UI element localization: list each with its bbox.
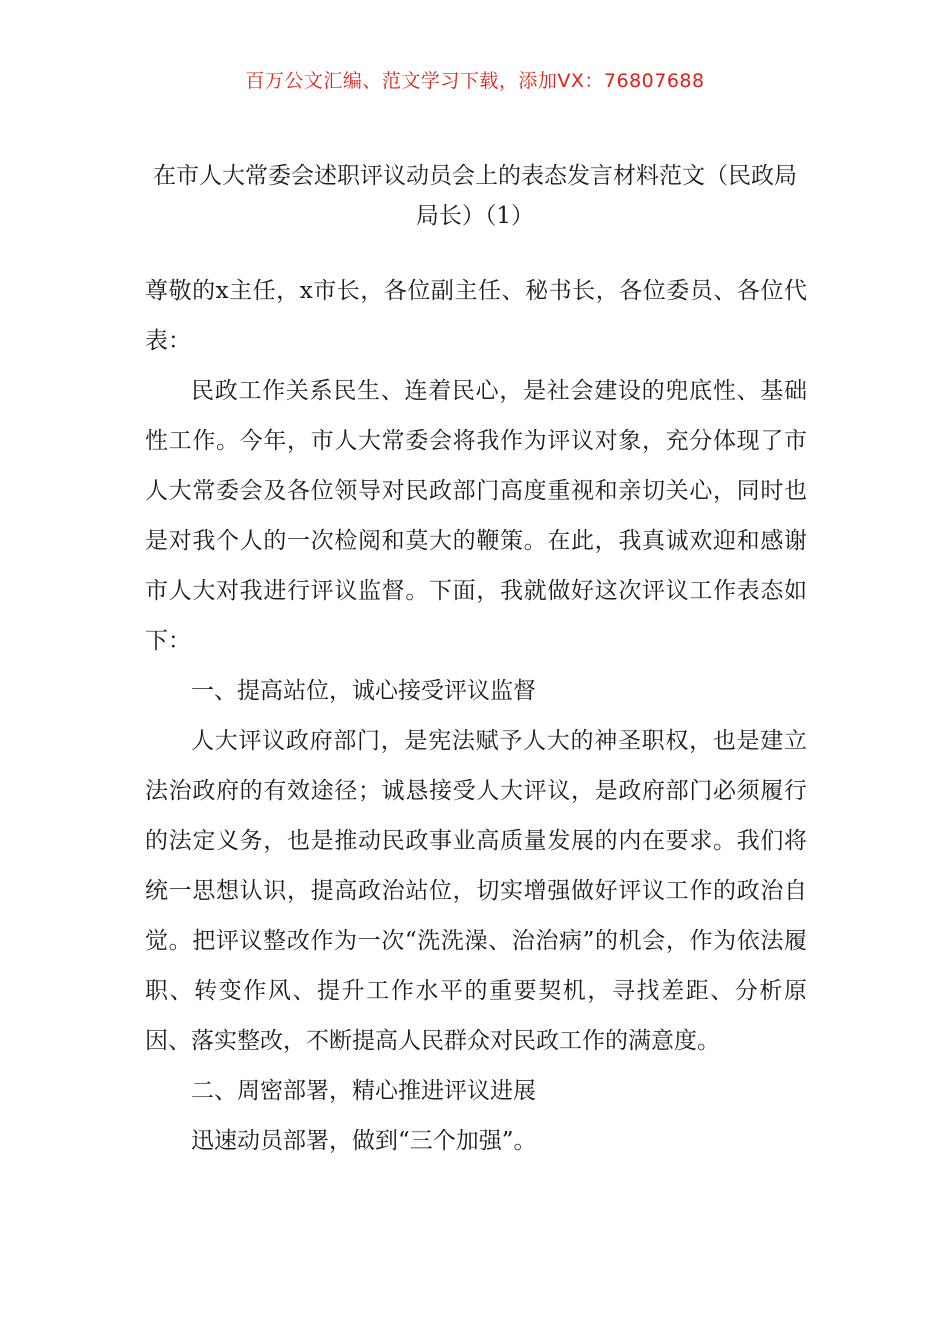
greeting: 尊敬的x主任，x市长，各位副主任、秘书长，各位委员、各位代表： [145,278,807,354]
paragraph-intro: 民政工作关系民生、连着民心，是社会建设的兜底性、基础性工作。今年，市人大常委会将我作为评议对象，充分体现了市人大常委会及各位领导对民政部门高度重视和亲切关心，同时也是对我个人的一次检阅和莫大的鞭策。在此，我真诚欢迎和感谢市人大对我进行评议监督。下面，我就做好这次评议工作表态如下： [145,378,807,654]
paragraph-section-2: 迅速动员部署，做到“三个加强”。 [191,1128,537,1154]
header-banner: 百万公文汇编、范文学习下载，添加VX：76807688 [245,70,705,92]
section-heading-1: 一、提高站位，诚心接受评议监督 [191,678,536,704]
section-heading-2: 二、周密部署，精心推进评议进展 [191,1078,536,1104]
document-title: 在市人大常委会述职评议动员会上的表态发言材料范文（民政局局长）（1） [153,163,797,229]
paragraph-section-1: 人大评议政府部门，是宪法赋予人大的神圣职权，也是建立法治政府的有效途径；诚恳接受人大评议，是政府部门必须履行的法定义务，也是推动民政事业高质量发展的内在要求。我们将统一思想认识，提高政治站位，切实增强做好评议工作的政治自觉。把评议整改作为一次“洗洗澡、治治病”的机会，作为依法履职、转变作风、提升工作水平的重要契机，寻找差距、分析原因、落实整改，不断提高人民群众对民政工作的满意度。 [145,728,807,1054]
document-body [145,266,807,1166]
